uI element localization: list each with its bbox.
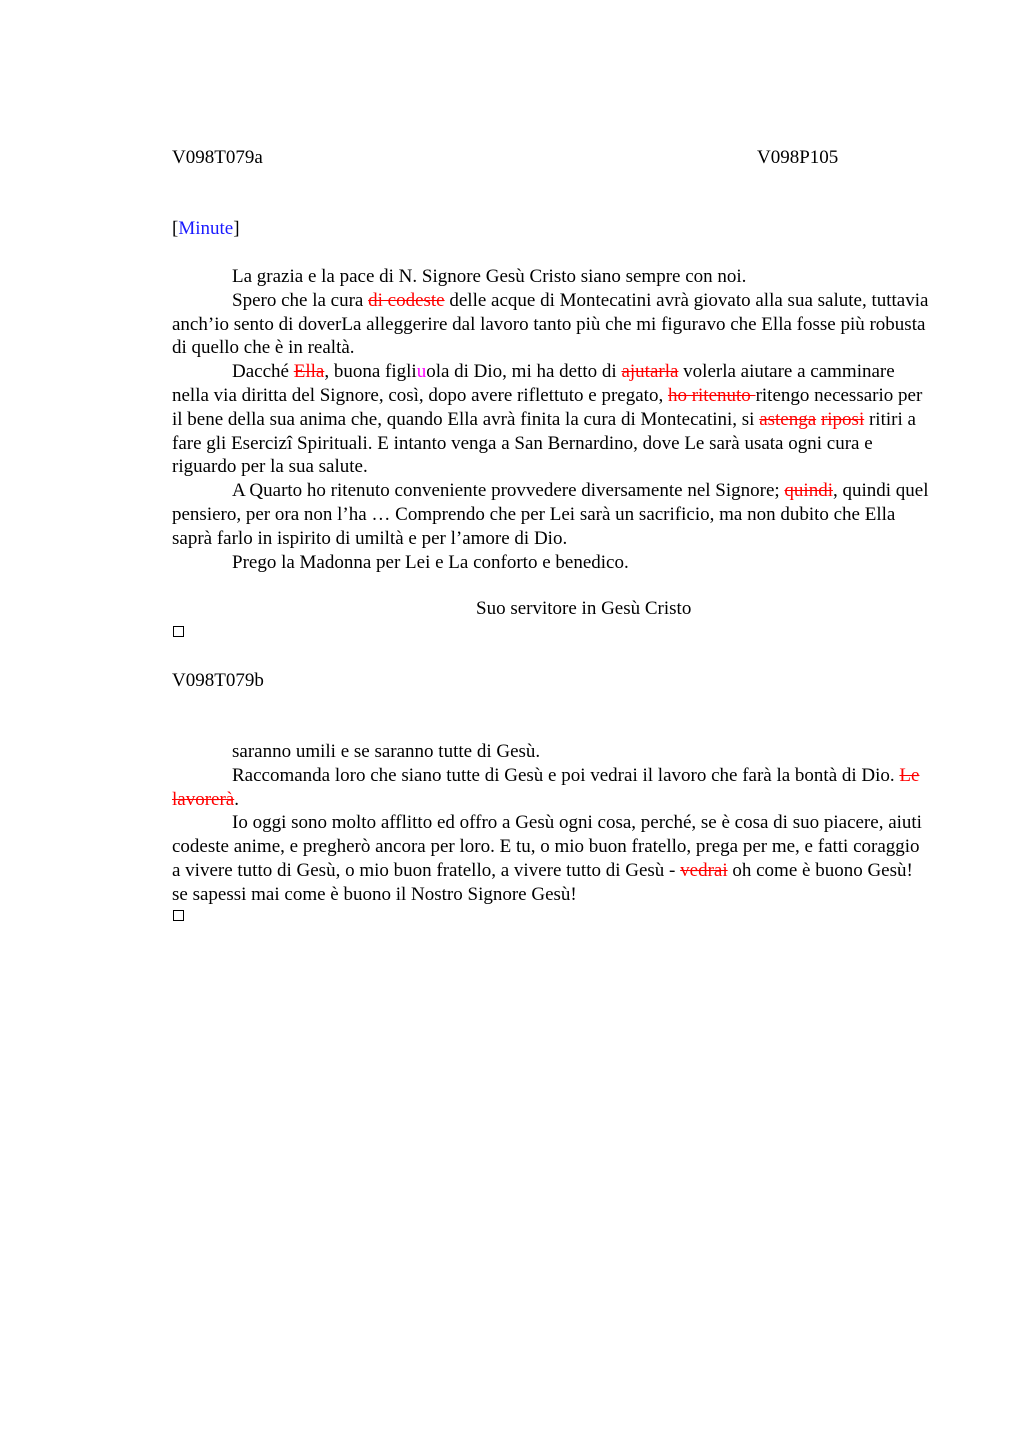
paragraph-blessing (172, 551, 932, 575)
text-run: Io oggi sono molto afflitto ed offro a Gesù ogni cosa, perché, se è cosa di suo piacere, aiuti codeste anime, e pregherò ancora per loro. E tu, o mio buon fratello, prega per me, e fatti coraggio a vivere tutto di Gesù, o mio buon fratello, a vivere tutto di Gesù - (172, 812, 922, 881)
paragraph-exercises (172, 360, 932, 479)
text-run: ritengo necessario per il bene della sua anima che, quando Ella avrà finita la cura di Montecatini, si (172, 384, 923, 430)
text-run: Raccomanda loro che siano tutte di Gesù e poi vedrai il lavoro che farà la bontà di Dio. (232, 764, 900, 786)
document-id-left: V098T079a (172, 147, 263, 168)
text-run: Spirituali. E intanto venga a San Bernardino, dove Le sarà usata ogni cura e riguardo per la sua salute. (172, 432, 873, 478)
text-run: Spero che la cura (232, 289, 369, 311)
deleted-text: astenga (759, 408, 817, 430)
text-run: volerla aiutare a camminare nella via diritta del Signore, così, dopo avere riflettuto e pregato, (172, 361, 895, 406)
inserted-text: u (416, 361, 427, 383)
text-run: ola di Dio, mi ha detto di (426, 361, 622, 383)
paragraph-greeting-text: La grazia e la pace di N. Signore Gesù Cristo siano sempre con noi. (232, 266, 747, 287)
closing-signature: Suo servitore in Gesù Cristo (476, 598, 692, 619)
text-run: oh come è buono Gesù! se sapessi mai come è buono il Nostro Signore Gesù! (172, 859, 913, 905)
paragraph-recommend (172, 764, 932, 812)
text-run: delle acque di Montecatini avrà giovato alla sua salute, tuttavia anch’io sento di doverLa alleggerire dal lavoro tanto più che mi figuravo che Ella fosse più robusta di quello che è in realtà. (172, 289, 929, 359)
paragraph-humble (172, 740, 932, 764)
deleted-text: di codeste (368, 289, 445, 311)
end-marker-box-icon (173, 910, 184, 921)
paragraph-greeting (172, 265, 932, 289)
text-run: . (234, 788, 239, 810)
deleted-text: Ella (293, 361, 325, 383)
document-id-second: V098T079b (172, 670, 264, 691)
document-id-right: V098P105 (757, 147, 839, 168)
text-run: A Quarto ho ritenuto conveniente provvedere diversamente nel Signore; (232, 480, 785, 502)
letter-body-1 (172, 265, 932, 574)
deleted-text: Le lavorerà (172, 764, 920, 810)
text-run: Dacché (232, 361, 294, 383)
letter-body-2 (172, 740, 932, 907)
deleted-text: quindi (784, 480, 833, 502)
end-marker-box-icon (173, 626, 184, 637)
section-label: Minute (178, 218, 234, 239)
bracket-close: ] (233, 218, 240, 239)
text-run: , quindi quel pensiero, per ora non l’ha … Comprendo che per Lei sarà un sacrificio, ma non dubito che Ella saprà farlo in ispirito di umiltà e per l’amore di Dio. (172, 480, 929, 549)
text-run: , buona figli (324, 361, 417, 383)
paragraph-humble-text: saranno umili e se saranno tutte di Gesù. (232, 741, 541, 762)
deleted-text: riposi (820, 408, 865, 430)
deleted-text: vedrai (680, 859, 728, 881)
section-label-line (172, 217, 240, 241)
paragraph-blessing-text: Prego la Madonna per Lei e La conforto e benedico. (232, 551, 629, 573)
text-run: ritiri a fare gli Esercizî (172, 408, 916, 454)
paragraph-health (172, 289, 932, 360)
deleted-text: ho ritenuto (667, 384, 756, 406)
deleted-text: ajutarla (621, 361, 679, 383)
paragraph-afflicted (172, 811, 932, 906)
paragraph-quarto (172, 479, 932, 550)
bracket-open: [ (172, 218, 179, 239)
